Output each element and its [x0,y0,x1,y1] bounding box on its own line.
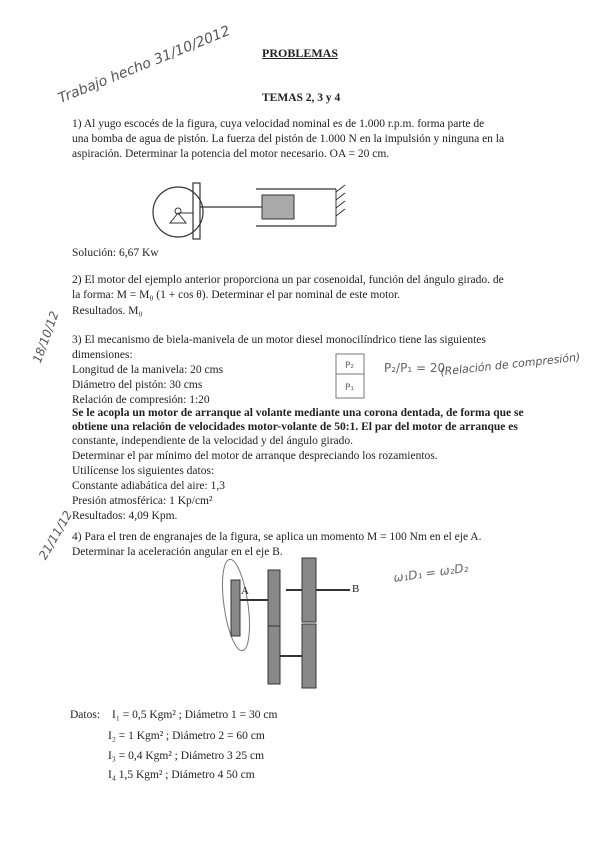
svg-text:P₂/P₁ = 20: P₂/P₁ = 20 [384,361,446,375]
problem1-line: 1) Al yugo escocés de la figura, cuya velocidad nominal es de 1.000 r.p.m. forma parte de [72,118,485,130]
problem3-bold-line: obtiene una relación de velocidades motor-volante de 50:1. El par del motor de arranque es [72,421,518,433]
problem3-line: Longitud de la manivela: 20 cms [72,364,224,376]
data-line: I₁ = 0,5 Kgm² ; Diámetro 1 = 30 cm [112,709,278,721]
problem3-result: Resultados: 4,09 Kpm. [72,510,178,522]
handwritten-date-3: 21/11/12 [36,508,76,562]
data-line: I₂ = 1 Kgm² ; Diámetro 2 = 60 cm [108,730,265,742]
svg-text:P₂: P₂ [345,361,355,371]
problem3-line: Relación de compresión: 1:20 [72,394,210,406]
problem2-line: 2) El motor del ejemplo anterior proporciona un par cosenoidal, función del ángulo girado. de [72,274,504,286]
problem3-line: Utilícense los siguientes datos: [72,465,215,477]
page-subtitle: TEMAS 2, 3 y 4 [262,92,341,104]
problem3-line: 3) El mecanismo de biela-manivela de un motor diesel monocilíndrico tiene las siguientes [72,334,486,346]
problem3-line: Determinar el par mínimo del motor de arranque despreciando los rozamientos. [72,450,438,462]
problem1-line: una bomba de agua de pistón. La fuerza del pistón de 1.000 N en la impulsión y ninguna en la [72,133,505,145]
problem3-line: Presión atmosférica: 1 Kp/cm² [72,495,213,507]
label-A: A [241,585,249,597]
problem3-line: constante, independiente de la velocidad y del ángulo girado. [72,435,354,447]
problem1-line: aspiración. Determinar la potencia del motor necesario. OA = 20 cm. [72,148,390,160]
problem2-result: Resultados. M₀ [72,305,143,317]
problem2-line: la forma: M = M₀ (1 + cos θ). Determinar el par nominal de este motor. [72,289,401,301]
data-label: Datos: [70,709,101,721]
problem3-bold-line: Se le acopla un motor de arranque al volante mediante una corona dentada, de forma que se [72,407,524,419]
problem3-line: Diámetro del pistón: 30 cms [72,379,203,391]
problem3-line: Constante adiabática del aire: 1,3 [72,480,225,492]
problem4-line: 4) Para el tren de engranajes de la figura, se aplica un momento M = 100 Nm en el eje A. [72,531,482,543]
handwritten-note: Trabajo hecho 31/10/2012 [56,23,233,107]
handwritten-date-2: 18/10/12 [30,309,62,365]
handwritten-compression-note: (Relación de compresión) [439,350,581,379]
svg-text:P₁: P₁ [345,383,355,393]
problem1-solution: Solución: 6,67 Kw [72,247,159,259]
label-B: B [352,583,360,595]
data-line: I₃ = 0,4 Kgm² ; Diámetro 3 25 cm [108,750,265,762]
data-line: I₄ 1,5 Kgm² ; Diámetro 4 50 cm [108,769,255,781]
page-title: PROBLEMAS [262,46,339,60]
problem4-line: Determinar la aceleración angular en el eje B. [72,546,283,558]
problem3-line: dimensiones: [72,349,133,361]
svg-text:ω₁D₁ = ω₂D₂: ω₁D₁ = ω₂D₂ [392,560,470,585]
